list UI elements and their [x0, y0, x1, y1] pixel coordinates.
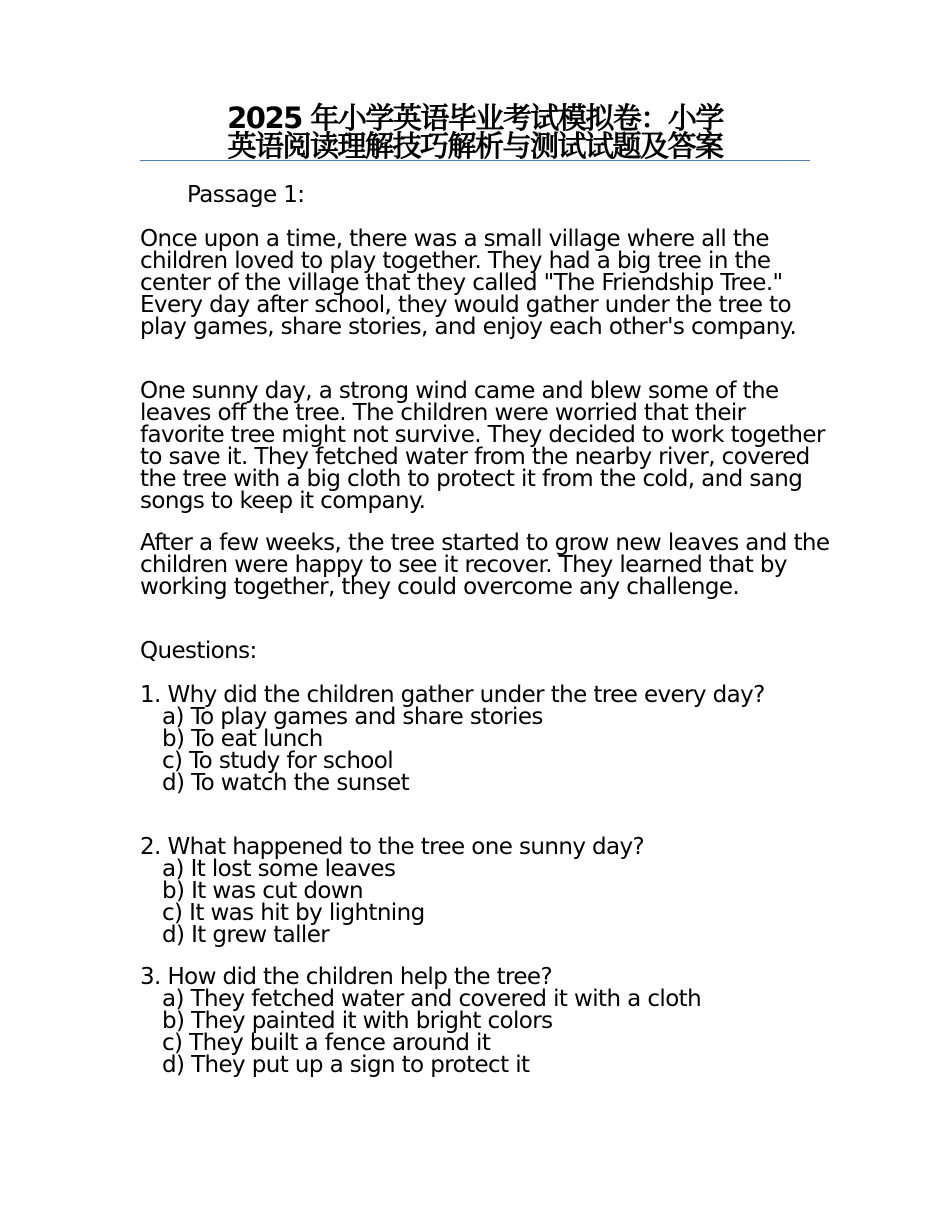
option-b: b) To eat lunch	[162, 726, 323, 752]
question-stem: 3. How did the children help the tree?	[140, 964, 553, 990]
question-2	[140, 836, 830, 946]
question-3	[140, 966, 830, 1076]
title-line-2: 英语阅读理解技巧解析与测试试题及答案	[227, 129, 723, 163]
question-stem: 2. What happened to the tree one sunny day?	[140, 834, 645, 860]
page-title	[140, 101, 810, 163]
option-a: a) It lost some leaves	[162, 856, 396, 882]
option-d: d) It grew taller	[162, 922, 330, 948]
option-d: d) They put up a sign to protect it	[162, 1052, 530, 1078]
paragraph-1: Once upon a time, there was a small village where all the children loved to play together. They had a big tree in the center of the village that they called "The Friendship Tree." Every day after school, they would gather under the tree to play games, share stories, and enjoy each other's company.	[140, 226, 797, 340]
question-1	[140, 684, 830, 794]
option-a: a) To play games and share stories	[162, 704, 543, 730]
title-line-1: 2025 年小学英语毕业考试模拟卷：小学	[227, 101, 723, 135]
option-d: d) To watch the sunset	[162, 770, 410, 796]
option-c: c) They built a fence around it	[162, 1030, 491, 1056]
option-c: c) To study for school	[162, 748, 394, 774]
passage-label: Passage 1:	[187, 182, 305, 208]
paragraph-3: After a few weeks, the tree started to grow new leaves and the children were happy to see it recover. They learned that by working together, they could overcome any challenge.	[140, 530, 830, 600]
option-c: c) It was hit by lightning	[162, 900, 425, 926]
option-b: b) It was cut down	[162, 878, 364, 904]
paragraph-2: One sunny day, a strong wind came and blew some of the leaves off the tree. The children were worried that their favorite tree might not survive. They decided to work together to save it. They fetched water from the nearby river, covered the tree with a big cloth to protect it from the cold, and sang songs to keep it company.	[140, 378, 825, 514]
option-a: a) They fetched water and covered it with a cloth	[162, 986, 702, 1012]
option-b: b) They painted it with bright colors	[162, 1008, 553, 1034]
questions-header: Questions:	[140, 638, 257, 664]
question-stem: 1. Why did the children gather under the tree every day?	[140, 682, 765, 708]
